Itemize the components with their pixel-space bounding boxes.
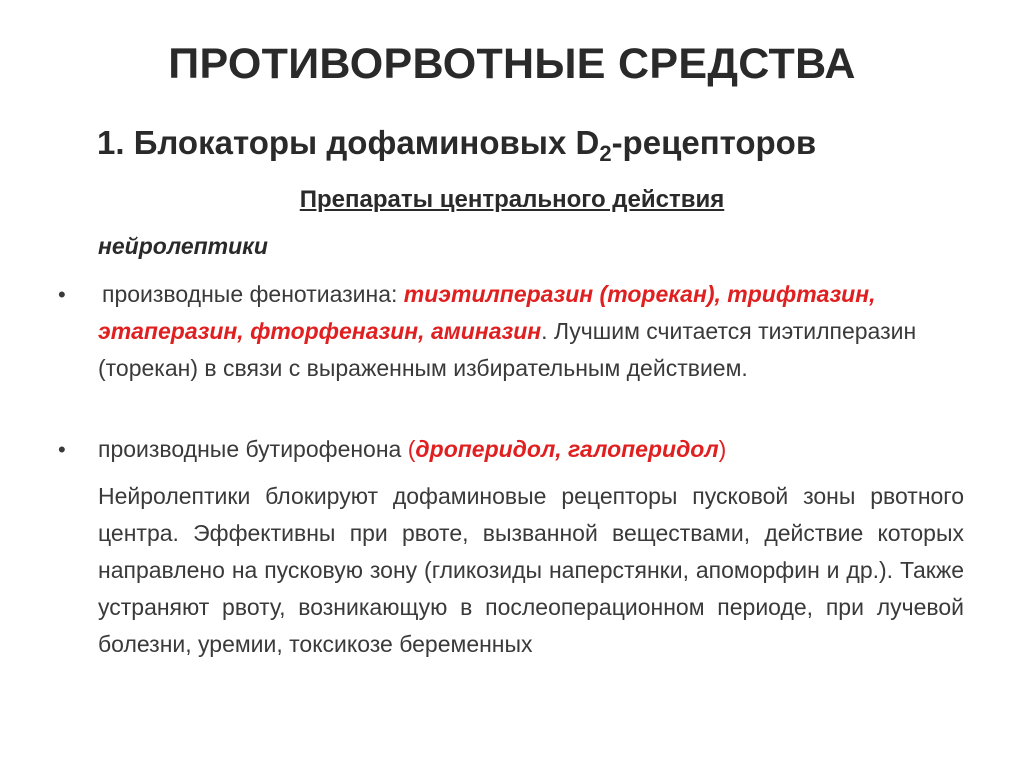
item2-drugs: дроперидол, галоперидол xyxy=(415,436,719,462)
item2-open-paren: ( xyxy=(407,436,416,462)
subheading: нейролептики xyxy=(98,233,268,259)
section-heading: Препараты центрального действия xyxy=(299,186,725,213)
item1-tail: Лучшим считается тиэтилперазин (торекан) в связи с выраженным избирательным действием. xyxy=(98,318,917,381)
subtitle-prefix: 1. Блокаторы дофаминовых D xyxy=(97,124,600,161)
subtitle-suffix: -рецепторов xyxy=(611,124,817,161)
item1-period: . xyxy=(541,318,548,344)
item2-lead: производные бутирофенона xyxy=(98,436,408,462)
list-item-butyrophenones xyxy=(98,431,964,468)
slide-subtitle xyxy=(97,124,816,167)
list-item-phenothiazines xyxy=(98,276,964,387)
subtitle-subscript: 2 xyxy=(599,141,612,166)
item2-close-paren: ) xyxy=(718,436,727,462)
slide-title: ПРОТИВОРВОТНЫЕ СРЕДСТВА xyxy=(168,40,856,88)
bullet-icon: • xyxy=(58,282,66,307)
item1-lead: производные фенотиазина: xyxy=(102,281,404,307)
body-paragraph: Нейролептики блокируют дофаминовые рецепторы пусковой зоны рвотного центра. Эффективны при рвоте, вызванной веществами, действие которых направлено на пусковую зону (гликозиды наперстянки, апоморфин и др.). Также устраняют рвоту, возникающую в послеоперационном периоде, при лучевой болезни, уремии, токсикозе беременных xyxy=(98,483,964,657)
item1-drugs: тиэтилперазин (торекан), трифтазин, этаперазин, фторфеназин, аминазин xyxy=(98,281,876,344)
bullet-icon: • xyxy=(58,437,66,462)
